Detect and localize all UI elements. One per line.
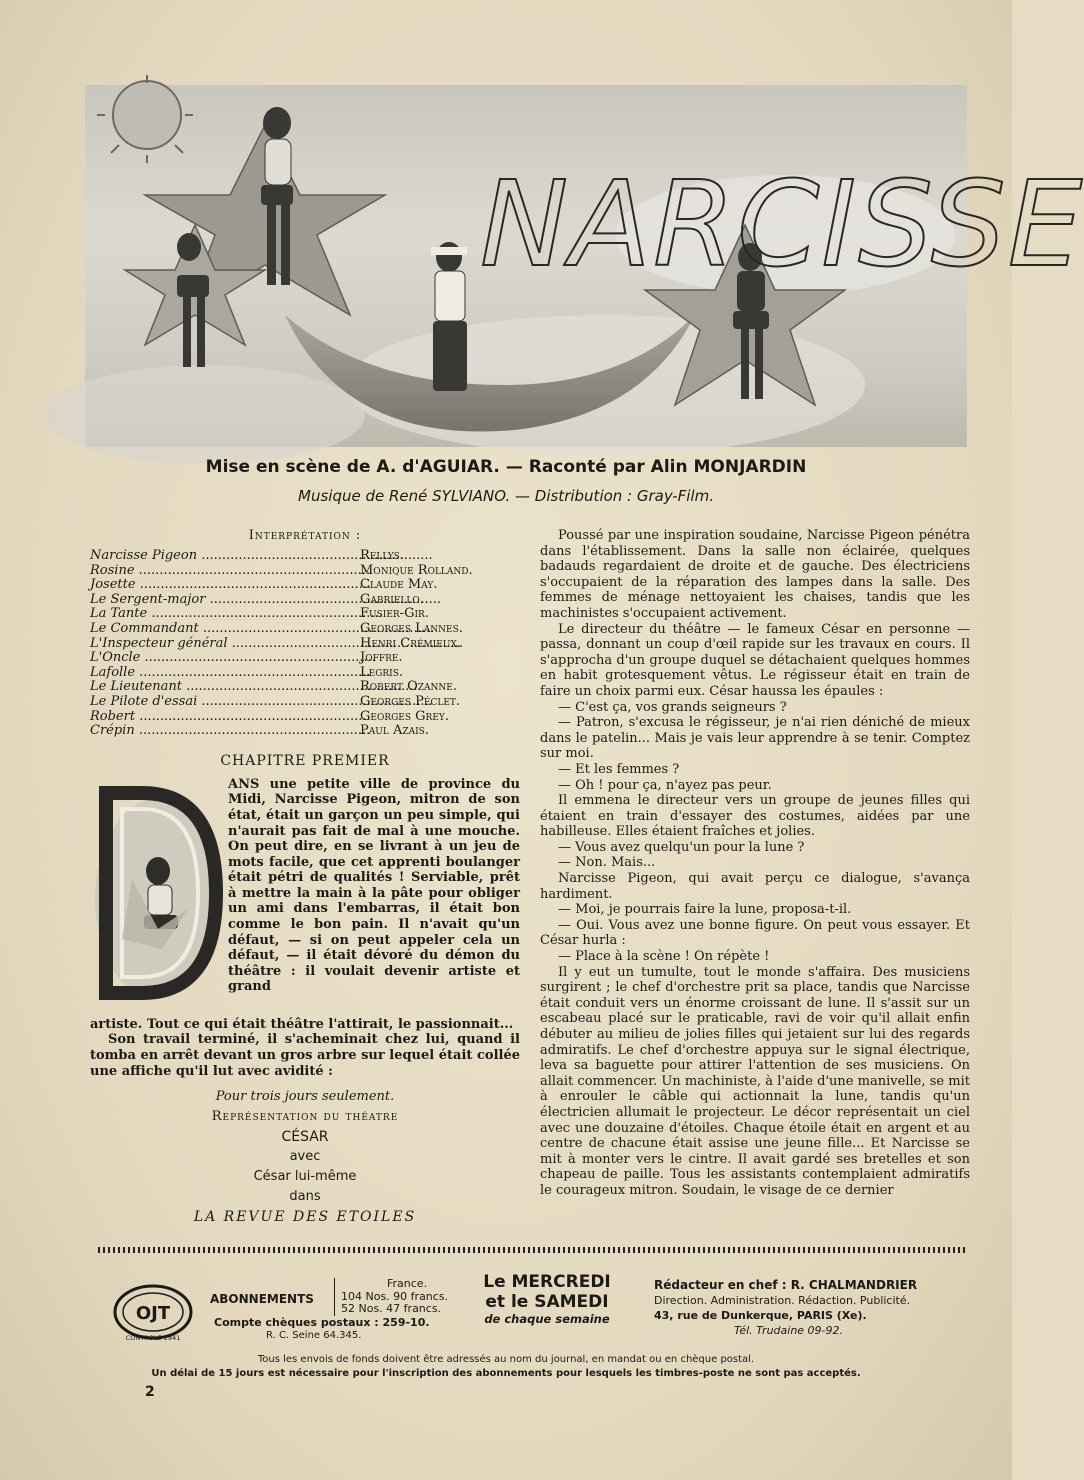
paragraph: — Vous avez quelqu'un pour la lune ? [558, 839, 805, 855]
cast-row: Josette ..... Claude May. [90, 578, 520, 593]
postal-account: Compte chèques postaux : 259-10. [214, 1316, 430, 1329]
paragraph: — Moi, je pourrais faire la lune, proposa-t-il. [558, 902, 852, 918]
cast-row: Le Lieutenant ..... Robert Ozanne. [90, 680, 520, 695]
subscription-notice: Un délai de 15 jours est nécessaire pour l'inscription des abonnements pour lesquels les timbres-poste ne sont pas acceptés. [151, 1368, 861, 1379]
cast-row: Crépin ..... Paul Azais. [90, 724, 520, 739]
paragraph: — Patron, s'excusa le régisseur, je n'ai rien déniché de mieux dans le patelin... Mais je vais leur apprendre à se tenir. Comptez sur moi. [540, 715, 970, 762]
cast-row: Narcisse Pigeon ..... Rellys. [90, 549, 520, 564]
seal-subtext: CONTROLE 1941 [125, 1334, 181, 1342]
right-column [540, 528, 970, 1199]
footer-divider [98, 1247, 968, 1253]
cast-heading: Interprétation : [248, 528, 362, 543]
drop-cap-d-illustration [92, 779, 222, 1007]
opening-paragraph [90, 777, 520, 1017]
publication-days: Le MERCREDI et le SAMEDI de chaque semaine [483, 1272, 611, 1326]
hero-photo [85, 85, 1084, 447]
paragraph: Il emmena le directeur vers un groupe de jeunes filles qui étaient en train d'essayer des costumes, aidées par une habilleuse. Elles étaient fraîches et jolies. [540, 793, 970, 840]
opening-text: ANS une petite ville de province du Midi, Narcisse Pigeon, mitron de son état, était un garçon un peu simple, qui n'aurait pas fait de mal à une mouche. On peut dire, en se livrant à un jeu de mots facile, que cet apprenti boulanger était pétri de qualités ! Serviable, prêt à mettre la main à la pâte pour obliger un ami dans l'embarras, il était bon comme le bon pain. Il n'avait qu'un défaut, — si on peut appeler cela un défaut, — il était dévoré du démon du théâtre : il voulait devenir artiste et grand [228, 776, 520, 995]
cast-row: Lafolle ..... Legris. [90, 666, 520, 681]
cast-row: L'Oncle ..... Joffre. [90, 651, 520, 666]
paragraph: — Et les femmes ? [558, 761, 680, 777]
payment-notice: Tous les envois de fonds doivent être adressés au nom du journal, en mandat ou en chèque postal. [257, 1354, 755, 1365]
control-seal-logo [112, 1282, 194, 1344]
chapter-heading: CHAPITRE PREMIER [220, 752, 390, 769]
credits-music: Musique de René SYLVIANO. — Distribution : Gray-Film. [298, 487, 714, 505]
paragraph: — C'est ça, vos grands seigneurs ? [558, 699, 787, 715]
paragraph: Son travail terminé, il s'acheminait chez lui, quand il tomba en arrêt devant un gros arbre sur lequel était collée une affiche qu'il lut avec avidité : [90, 1032, 520, 1079]
cast-row: Le Pilote d'essai ..... Georges Péclet. [90, 695, 520, 710]
editorial-block: Rédacteur en chef : R. CHALMANDRIER Direction. Administration. Rédaction. Publicité. 43, rue de Dunkerque, PARIS (Xe). Tél. Trudaine 09-92. [654, 1278, 918, 1337]
cast-row: Rosine ..... Monique Rolland. [90, 564, 520, 579]
paragraph: — Place à la scène ! On répète ! [558, 949, 770, 965]
cast-row: Le Sergent-major ..... Gabriello. [90, 593, 520, 608]
left-body [90, 1017, 520, 1079]
paragraph: — Oh ! pour ça, n'ayez pas peur. [558, 777, 772, 793]
paragraph: — Non. Mais... [558, 855, 656, 871]
paragraph: Poussé par une inspiration soudaine, Narcisse Pigeon pénétra dans l'établissement. Dans la salle non éclairée, quelques badauds regardaient de droite et de gauche. Des électriciens s'occupaient de la réparation des lampes dans la salle. Des femmes de ménage nettoyaient les chaises, tandis que les machinistes s'occupaient activement. [540, 528, 970, 621]
film-title: NARCISSE [480, 155, 1084, 293]
publication-footer [98, 1272, 968, 1352]
left-column [90, 528, 520, 1227]
cast-row: Robert ..... Georges Grey. [90, 710, 520, 725]
seal-text: OJT [135, 1303, 171, 1324]
registry-number: R. C. Seine 64.345. [266, 1330, 362, 1341]
cast-row: L'Inspecteur général ..... Henri Crémieux. [90, 637, 520, 652]
paragraph: Le directeur du théâtre — le fameux César en personne — passa, donnant un coup d'œil rapide sur les travaux en cours. Il s'approcha d'un groupe duquel se détachaient quelques hommes en habit grotesquement vêtus. Le régisseur était en train de faire un choix parmi eux. César haussa les épaules : [540, 621, 970, 699]
paragraph: artiste. Tout ce qui était théâtre l'attirait, le passionnait... [90, 1016, 514, 1032]
paragraph: Narcisse Pigeon, qui avait perçu ce dialogue, s'avança hardiment. [540, 871, 970, 902]
cast-row: La Tante ..... Fusier-Gir. [90, 607, 520, 622]
page-number: 2 [145, 1384, 155, 1400]
paragraph: — Oui. Vous avez une bonne figure. On peut vous essayer. Et César hurla : [540, 917, 970, 949]
poster-quote: Pour trois jours seulement. Représentation du théatre CÉSAR avec César lui-même dans LA REVUE DES ETOILES [193, 1089, 417, 1226]
credits-direction: Mise en scène de A. d'AGUIAR. — Raconté par Alin MONJARDIN [205, 457, 807, 477]
paragraph: Il y eut un tumulte, tout le monde s'affaira. Des musiciens surgirent ; le chef d'orchestre prit sa place, tandis que Narcisse était conduit vers un énorme croissant de lune. Il s'assit sur un escabeau placé sur le praticable, ravi de voir qu'il allait enfin débuter au milieu de jolies filles qui jetaient sur lui des regards admiratifs. Le chef d'orchestre appuya sur le signal électrique, leva sa baguette pour attirer l'attention de ses musiciens. On allait commencer. Un machiniste, à l'aide d'une manivelle, se mit à enrouler le câble qui actionnait la lune, tandis qu'un électricien allumait le projecteur. Le décor représentait un ciel avec une douzaine d'étoiles. Chaque étoile était en argent et au centre de chacune était assise une jeune fille... Et Narcisse se mit à monter vers le cintre. Il avait gardé ses bretelles et son chapeau de paille. Tous les assistants contemplaient admiratifs le courageux mitron. Soudain, le visage de ce dernier [540, 964, 970, 1198]
cast-row: Le Commandant ..... Georges Lannes. [90, 622, 520, 637]
subscription-label: ABONNEMENTS [210, 1292, 314, 1306]
cast-list [90, 549, 520, 739]
subscription-rates: France. 104 Nos. 90 francs. 52 Nos. 47 francs. [334, 1278, 448, 1316]
